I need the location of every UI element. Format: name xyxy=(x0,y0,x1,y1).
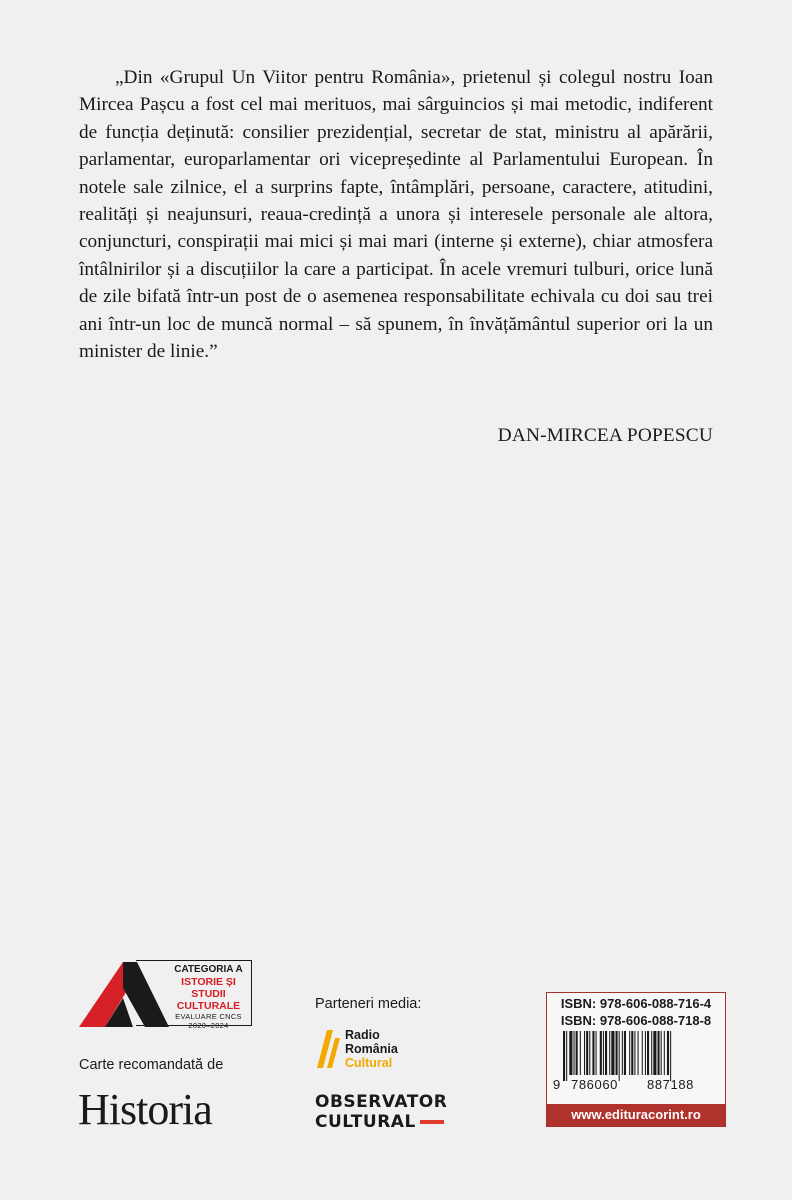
barcode-bar xyxy=(622,1031,623,1075)
barcode-bar xyxy=(658,1031,660,1075)
barcode-digits-right: 887188 xyxy=(647,1077,694,1092)
barcode-bar xyxy=(600,1031,602,1075)
barcode-bar xyxy=(664,1031,665,1075)
cncs-category: CATEGORIA A xyxy=(174,964,243,975)
barcode-bar xyxy=(611,1031,614,1075)
observator-line2: CULTURAL xyxy=(315,1112,416,1132)
barcode-bar xyxy=(605,1031,607,1075)
barcode-bar xyxy=(589,1031,590,1075)
barcode-bar xyxy=(653,1031,656,1075)
barcode-bar xyxy=(603,1031,604,1075)
observator-red-bar xyxy=(420,1120,444,1124)
barcode-bar xyxy=(574,1031,575,1075)
barcode-bar xyxy=(619,1031,620,1081)
cncs-label-box xyxy=(136,960,252,1030)
barcode-bar xyxy=(661,1031,662,1075)
barcode-bar xyxy=(609,1031,610,1075)
radio-name-line2: România xyxy=(345,1042,398,1056)
barcode-bar xyxy=(667,1031,669,1075)
historia-logo: Historia xyxy=(78,1085,212,1134)
observator-cultural-logo xyxy=(315,1092,447,1132)
publisher-website[interactable]: www.edituracorint.ro xyxy=(547,1104,725,1126)
barcode-bar xyxy=(580,1031,581,1075)
barcode-bar xyxy=(631,1031,633,1075)
observator-line1: OBSERVATOR xyxy=(315,1092,448,1112)
radio-wave-icon xyxy=(315,1028,341,1070)
barcode-bar xyxy=(645,1031,646,1075)
barcode-bar xyxy=(629,1031,630,1075)
barcode-bar xyxy=(670,1031,671,1081)
barcode-bar xyxy=(647,1031,649,1075)
recommended-label: Carte recomandată de xyxy=(79,1057,224,1073)
barcode-bar xyxy=(563,1031,565,1081)
barcode-bar xyxy=(569,1031,572,1075)
barcode-bar xyxy=(624,1031,626,1075)
barcode-bar xyxy=(634,1031,635,1075)
barcode-bar xyxy=(638,1031,639,1075)
isbn-barcode-block xyxy=(546,992,726,1127)
isbn-2: ISBN: 978-606-088-718-8 xyxy=(560,1013,712,1028)
cncs-badge xyxy=(79,960,254,1030)
barcode-digit-first: 9 xyxy=(553,1077,561,1092)
barcode-bar xyxy=(566,1031,567,1081)
cncs-evaluation: EVALUARE CNCS xyxy=(175,1012,242,1021)
barcode-bar xyxy=(586,1031,588,1075)
cncs-years: 2020–2024 xyxy=(188,1021,229,1030)
barcode-bar xyxy=(642,1031,643,1075)
cncs-field-line1: ISTORIE ȘI STUDII xyxy=(181,976,236,1000)
barcode-bar xyxy=(592,1031,594,1075)
barcode-bar xyxy=(596,1031,597,1075)
barcode-bar xyxy=(584,1031,585,1075)
media-partners-label: Parteneri media: xyxy=(315,996,422,1012)
barcode-bar xyxy=(576,1031,578,1075)
radio-name-line3: Cultural xyxy=(345,1056,393,1070)
radio-romania-cultural-logo xyxy=(315,1026,435,1076)
radio-name-line1: Radio xyxy=(345,1028,380,1042)
barcode-bar xyxy=(616,1031,618,1075)
barcode-bar xyxy=(651,1031,652,1075)
isbn-1: ISBN: 978-606-088-716-4 xyxy=(560,996,712,1011)
cncs-field-line2: CULTURALE xyxy=(176,1000,241,1012)
quote-author: DAN-MIRCEA POPESCU xyxy=(497,425,713,446)
back-cover-quote: „Din «Grupul Un Viitor pentru România», prietenul și colegul nostru Ioan Mircea Pașcu a fost cel mai merituos, mai sârguincios și mai metodic, indiferent de funcția deținută: consilier prezidențial, secretar de stat, ministru al apărării, parlamentar, europarlamentar ori vicepreședinte al Parlamentului European. În notele sale zilnice, el a surprins fapte, întâmplări, persoane, caractere, atitudini, realități și neajunsuri, reaua-credință a unora și interesele personale ale altora, conjuncturi, conspirații mai mici și mai mari (interne și externe), chiar atmosfera întâlnirilor și a discuțiilor la care a participat. În acele vremuri tulburi, orice lună de zile bifată într-un post de o asemenea responsabilitate echivala cu doi sau trei ani într-un loc de muncă normal – să spunem, în învățământul superior ori la un minister de linie.” xyxy=(79,67,713,363)
barcode-digits-left: 786060 xyxy=(571,1077,618,1092)
